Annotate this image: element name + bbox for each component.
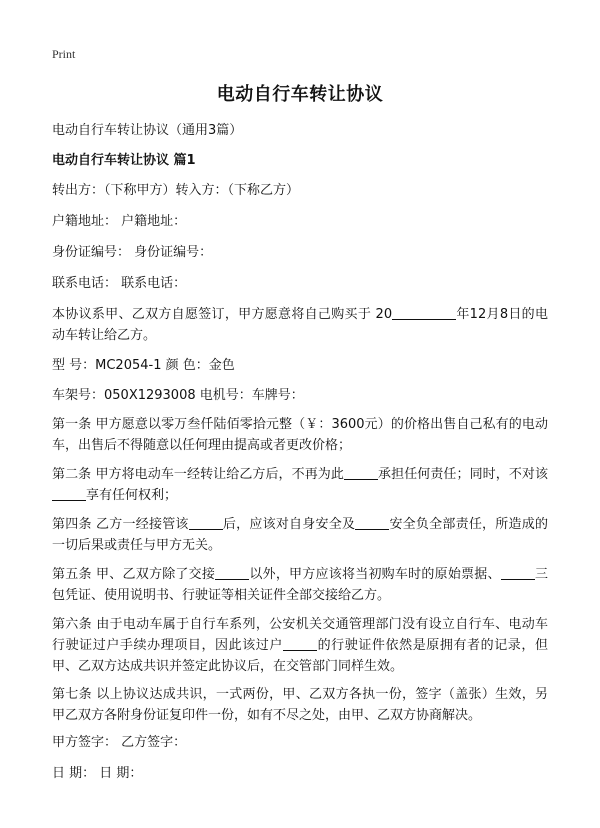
section-heading: 电动自行车转让协议 篇1 bbox=[52, 153, 196, 168]
article-4 bbox=[52, 514, 548, 556]
article-1: 第一条 甲方愿意以零万叁仟陆佰零拾元整（￥：3600元）的价格出售自己私有的电动车，出售后不得随意以任何理由提高或者更改价格； bbox=[52, 417, 548, 453]
intro-text-b: 年12月8日的电动车转让给乙方。 bbox=[52, 307, 548, 343]
date-line: 日 期： 日 期： bbox=[52, 766, 143, 781]
household-address-line: 户籍地址： 户籍地址： bbox=[52, 214, 187, 229]
signature-line: 甲方签字： 乙方签字： bbox=[52, 735, 187, 750]
article-4-text-c: 安全负全部责任，所造成的一切后果或责任与甲方无关。 bbox=[52, 517, 548, 553]
article-2-text-c: 享有任何权利； bbox=[86, 488, 178, 503]
article-4-text-b: 后，应该对自身安全及 bbox=[222, 517, 356, 532]
article-2-text-b: 承担任何责任；同时，不对该 bbox=[377, 467, 548, 482]
blank-field bbox=[215, 565, 249, 580]
blank-field bbox=[52, 486, 86, 501]
document-title: 电动自行车转让协议 bbox=[216, 84, 384, 105]
paragraph-intro bbox=[52, 304, 548, 346]
article-2-text-a: 第二条 甲方将电动车一经转让给乙方后，不再为此 bbox=[52, 467, 344, 482]
article-5-text-b: 以外，甲方应该将当初购车时的原始票据、 bbox=[249, 567, 501, 582]
article-5-text-a: 第五条 甲、乙双方除了交接 bbox=[52, 567, 216, 582]
intro-text-a: 本协议系甲、乙双方自愿签订，甲方愿意将自己购买于 20 bbox=[52, 307, 393, 322]
model-line: 型 号：MC2054-1 颜 色：金色 bbox=[52, 358, 235, 373]
article-5-text-c: 三包凭证、使用说明书、行驶证等相关证件全部交接给乙方。 bbox=[52, 567, 548, 603]
document-subtitle: 电动自行车转让协议（通用3篇） bbox=[52, 123, 243, 138]
blank-year bbox=[392, 305, 456, 320]
article-6-text-a: 第六条 由于电动车属于自行车系列，公安机关交通管理部门没有设立自行车、电动车行驶证过户手续办理项目，因此该过户 bbox=[52, 617, 548, 653]
blank-field bbox=[355, 515, 389, 530]
phone-line: 联系电话： 联系电话： bbox=[52, 276, 187, 291]
blank-field bbox=[189, 515, 223, 530]
print-label[interactable]: Print bbox=[52, 47, 76, 61]
article-4-text-a: 第四条 乙方一经接管该 bbox=[52, 517, 189, 532]
blank-field bbox=[283, 636, 317, 651]
article-7: 第七条 以上协议达成共识，一式两份，甲、乙双方各执一份，签字（盖张）生效，另甲乙双方各附身份证复印件一份，如有不尽之处，由甲、乙双方协商解决。 bbox=[52, 687, 548, 723]
blank-field bbox=[344, 465, 378, 480]
article-6-text-b: 的行驶证件依然是原拥有者的记录，但甲、乙双方达成共识并签定此协议后，在交管部门同样生效。 bbox=[52, 638, 548, 674]
id-number-line: 身份证编号： 身份证编号： bbox=[52, 245, 213, 260]
frame-number-line: 车架号：050X1293008 电机号：车牌号： bbox=[52, 388, 304, 403]
article-2 bbox=[52, 464, 548, 506]
article-6 bbox=[52, 614, 548, 677]
blank-field bbox=[501, 565, 535, 580]
transferor-line: 转出方：（下称甲方）转入方：（下称乙方） bbox=[52, 183, 300, 198]
article-5 bbox=[52, 564, 548, 606]
